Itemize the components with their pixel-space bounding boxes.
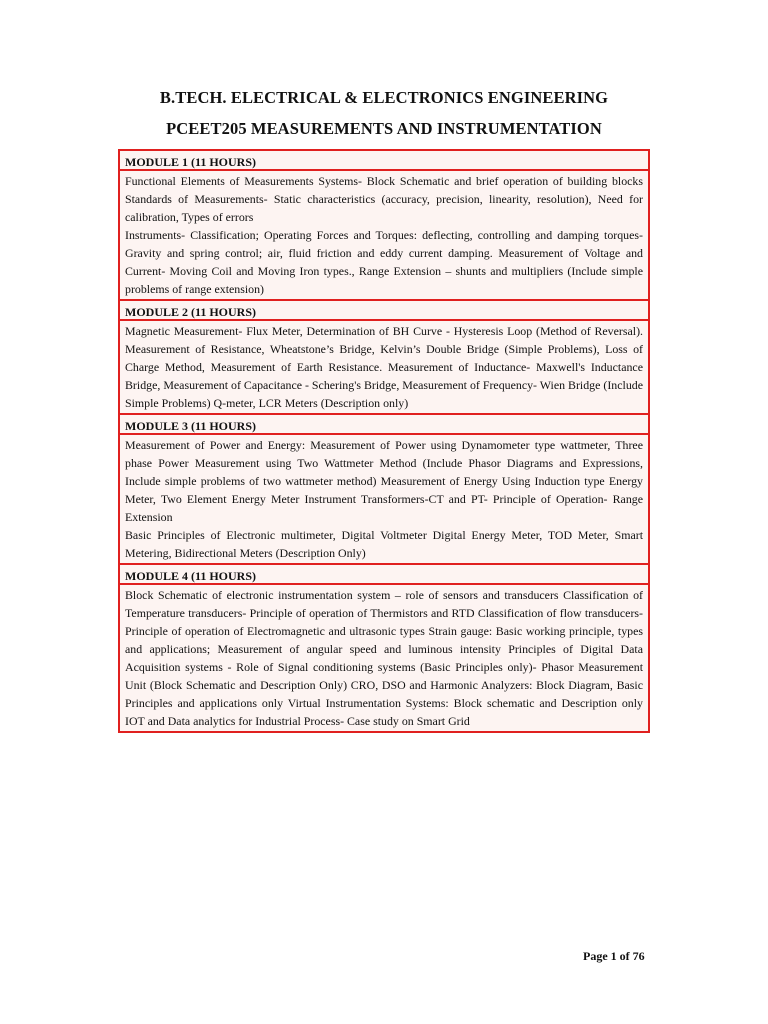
page-number: Page 1 of 76 (583, 949, 645, 963)
module-3-paragraph: Measurement of Power and Energy: Measurement of Power using Dynamometer type wattmeter, Three phase Power Measurement using Two Wattmeter Method (Include Phasor Diagrams and Expressions, Include simple problems of two wattmeter method) Measurement of Energy Using Induction type Energy Meter, Two Element Energy Meter Instrument Transformers-CT and PT- Principle of Operation- Range Extension (125, 438, 643, 524)
module-2-heading: MODULE 2 (11 HOURS) (118, 299, 650, 321)
module-1-paragraph: Instruments- Classification; Operating Forces and Torques: deflecting, controlling and damping torques- Gravity and spring control; air, fluid friction and eddy current damping. Measurement of Voltage and Current- Moving Coil and Moving Iron types., Range Extension – shunts and multipliers (Include simple problems of range extension) (125, 228, 643, 296)
module-4-heading: MODULE 4 (11 HOURS) (118, 563, 650, 585)
module-2-paragraph: Magnetic Measurement- Flux Meter, Determination of BH Curve - Hysteresis Loop (Method of Reversal). Measurement of Resistance, Wheatstone’s Bridge, Kelvin’s Double Bridge (Simple Problems), Loss of Charge Method, Measurement of Earth Resistance. Measurement of Inductance- Maxwell's Inductance Bridge, Measurement of Capacitance - Schering's Bridge, Measurement of Frequency- Wien Bridge (Include Simple Problems) Q-meter, LCR Meters (Description only) (125, 324, 643, 410)
module-3-content (118, 433, 650, 565)
program-title: B.TECH. ELECTRICAL & ELECTRONICS ENGINEERING (159, 88, 609, 107)
module-3-paragraph: Basic Principles of Electronic multimeter, Digital Voltmeter Digital Energy Meter, TOD Meter, Smart Metering, Bidirectional Meters (Description Only) (125, 528, 643, 560)
module-1-content (118, 169, 650, 301)
module-4-paragraph: Block Schematic of electronic instrumentation system – role of sensors and transducers Classification of Temperature transducers- Principle of operation of Thermistors and RTD Classification of flow transducers- Principle of operation of Electromagnetic and ultrasonic types Strain gauge: Basic working principle, types and applications; Measurement of angular speed and luminous intensity Principles of Digital Data Acquisition systems - Role of Signal conditioning systems (Basic Principles only)- Phasor Measurement Unit (Block Schematic and Description Only) CRO, DSO and Harmonic Analyzers: Block Diagram, Basic Principles and applications only Virtual Instrumentation Systems: Block schematic and Description only IOT and Data analytics for Industrial Process- Case study on Smart Grid (125, 588, 643, 728)
module-1-paragraph: Functional Elements of Measurements Systems- Block Schematic and brief operation of building blocks Standards of Measurements- Static characteristics (accuracy, precision, linearity, resolution), Need for calibration, Types of errors (125, 174, 643, 224)
syllabus-table (118, 149, 650, 733)
module-2-content (118, 319, 650, 415)
module-4-content (118, 583, 650, 733)
module-3-heading: MODULE 3 (11 HOURS) (118, 413, 650, 435)
module-1-heading: MODULE 1 (11 HOURS) (118, 149, 650, 171)
course-title: PCEET205 MEASUREMENTS AND INSTRUMENTATION (166, 119, 602, 138)
